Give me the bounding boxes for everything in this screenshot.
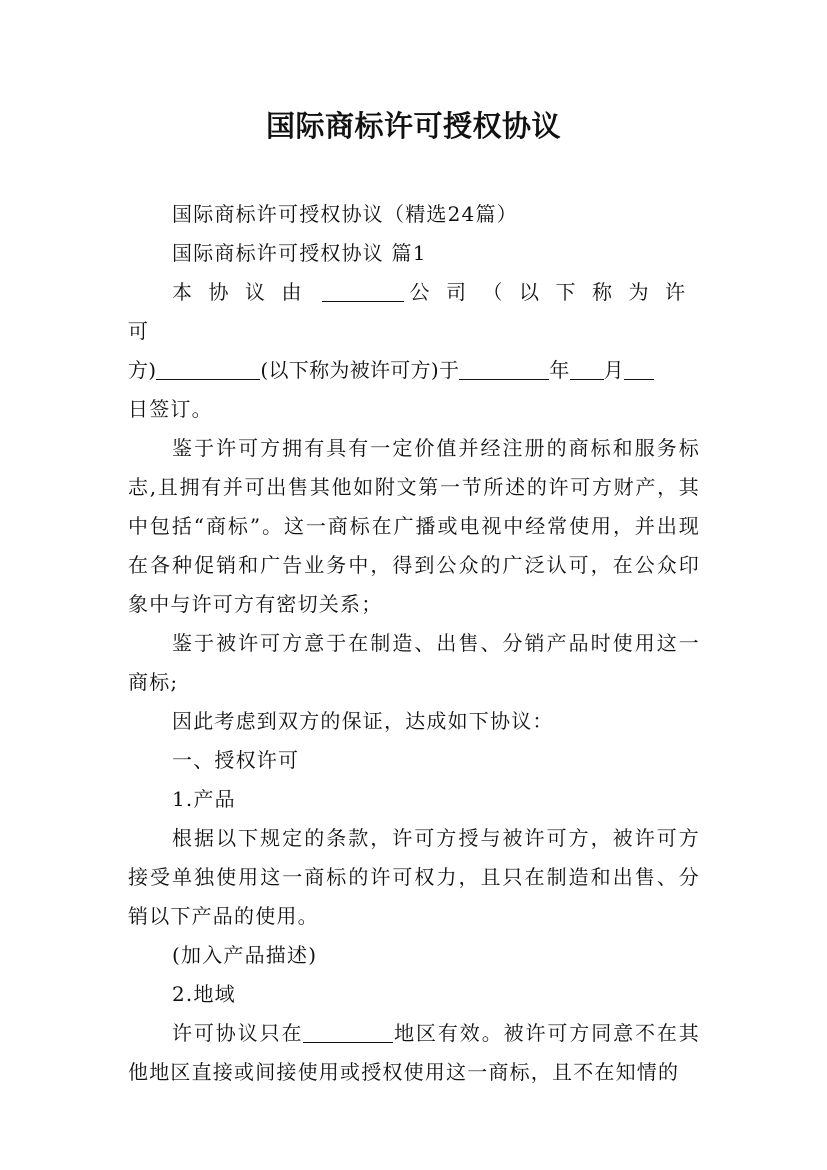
territory-text-b: 地区有效。被许可方同意不在其他地区直接或间接使用或授权使用这一商标，且不在知情的 xyxy=(128,1021,700,1084)
document-title: 国际商标许可授权协议 xyxy=(265,109,561,143)
intro-text-b: 公司（以下称为许可 xyxy=(128,280,700,343)
intro-text-f: 月 xyxy=(603,358,624,382)
item-heading-territory: 2.地域 xyxy=(172,982,236,1006)
intro-text-d: (以下称为被许可方)于 xyxy=(260,358,460,382)
territory-blank xyxy=(303,1020,393,1043)
licensee-blank xyxy=(156,357,260,380)
month-blank xyxy=(570,357,604,380)
subtitle: 国际商标许可授权协议（精选24篇） xyxy=(172,202,518,226)
intro-text-c: 方) xyxy=(128,358,157,382)
item-heading-products: 1.产品 xyxy=(172,787,236,811)
products-paragraph: 根据以下规定的条款，许可方授与被许可方，被许可方接受单独使用这一商标的许可权力，且只在制造和出售、分销以下产品的使用。 xyxy=(128,826,700,928)
therefore-paragraph: 因此考虑到双方的保证，达成如下协议： xyxy=(172,709,554,733)
year-blank xyxy=(459,357,549,380)
section-heading-license: 一、授权许可 xyxy=(172,748,300,772)
products-note: (加入产品描述) xyxy=(172,943,318,967)
intro-line-2 xyxy=(128,351,700,390)
company-blank xyxy=(322,279,404,302)
document-body xyxy=(128,195,700,1092)
whereas-paragraph-2: 鉴于被许可方意于在制造、出售、分销产品时使用这一商标; xyxy=(128,631,700,694)
intro-line-1 xyxy=(128,273,700,351)
territory-paragraph xyxy=(128,1014,700,1092)
intro-text-a: 本协议由 xyxy=(172,280,318,304)
territory-text-a: 许可协议只在 xyxy=(172,1021,304,1045)
whereas-paragraph-1: 鉴于许可方拥有具有一定价值并经注册的商标和服务标志,且拥有并可出售其他如附文第一节所述的许可方财产，其中包括“商标”。这一商标在广播或电视中经常使用，并出现在各种促销和广告业务中，得到公众的广泛认可，在公众印象中与许可方有密切关系； xyxy=(128,436,700,616)
intro-text-e: 年 xyxy=(549,358,570,382)
intro-line-3: 日签订。 xyxy=(128,397,213,421)
heading-part-1: 国际商标许可授权协议 篇1 xyxy=(172,241,427,265)
day-blank xyxy=(624,357,654,380)
